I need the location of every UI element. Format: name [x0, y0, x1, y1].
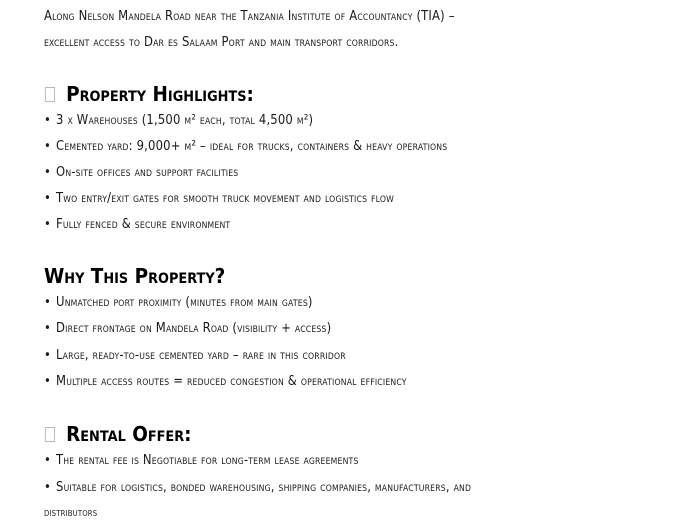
list-item: • Cemented yard: 9,000+ m² – ideal for trucks, containers & heavy operations — [44, 138, 448, 154]
checkbox-icon — [45, 87, 55, 102]
list-item-continuation: distributors — [44, 505, 98, 519]
section-title: Rental Offer: — [66, 422, 192, 446]
intro-line-2: excellent access to Dar es Salaam Port and main transport corridors. — [44, 34, 399, 50]
bullet-icon: • — [44, 479, 52, 495]
list-item: • Multiple access routes = reduced congestion & operational efficiency — [44, 373, 407, 389]
bullet-icon: • — [44, 112, 52, 128]
bullet-icon: • — [44, 347, 52, 363]
list-item: • Unmatched port proximity (minutes from main gates) — [44, 294, 313, 310]
bullet-icon: • — [44, 138, 52, 154]
intro-line-1: Along Nelson Mandela Road near the Tanzania Institute of Accountancy (TIA) – — [44, 8, 455, 24]
checkbox-icon — [45, 427, 55, 442]
list-item: • Two entry/exit gates for smooth truck movement and logistics flow — [44, 190, 394, 206]
list-item: • Fully fenced & secure environment — [44, 216, 231, 232]
list-item: • On-site offices and support facilities — [44, 164, 239, 180]
section-heading-highlights — [44, 82, 254, 106]
section-title: Property Highlights: — [66, 82, 254, 106]
list-item: • Large, ready-to-use cemented yard – rare in this corridor — [44, 347, 346, 363]
bullet-icon: • — [44, 373, 52, 389]
bullet-icon: • — [44, 320, 52, 336]
bullet-icon: • — [44, 164, 52, 180]
list-item: • Direct frontage on Mandela Road (visibility + access) — [44, 320, 332, 336]
section-title: Why This Property? — [44, 264, 226, 288]
bullet-icon: • — [44, 190, 52, 206]
bullet-icon: • — [44, 216, 52, 232]
bullet-icon: • — [44, 294, 52, 310]
list-item: • 3 x Warehouses (1,500 m² each, total 4,500 m²) — [44, 112, 314, 128]
section-heading-why — [44, 264, 225, 288]
section-heading-rental — [44, 422, 192, 446]
bullet-icon: • — [44, 452, 52, 468]
list-item: • The rental fee is Negotiable for long-term lease agreements — [44, 452, 359, 468]
list-item: • Suitable for logistics, bonded warehousing, shipping companies, manufacturers, and — [44, 479, 472, 495]
